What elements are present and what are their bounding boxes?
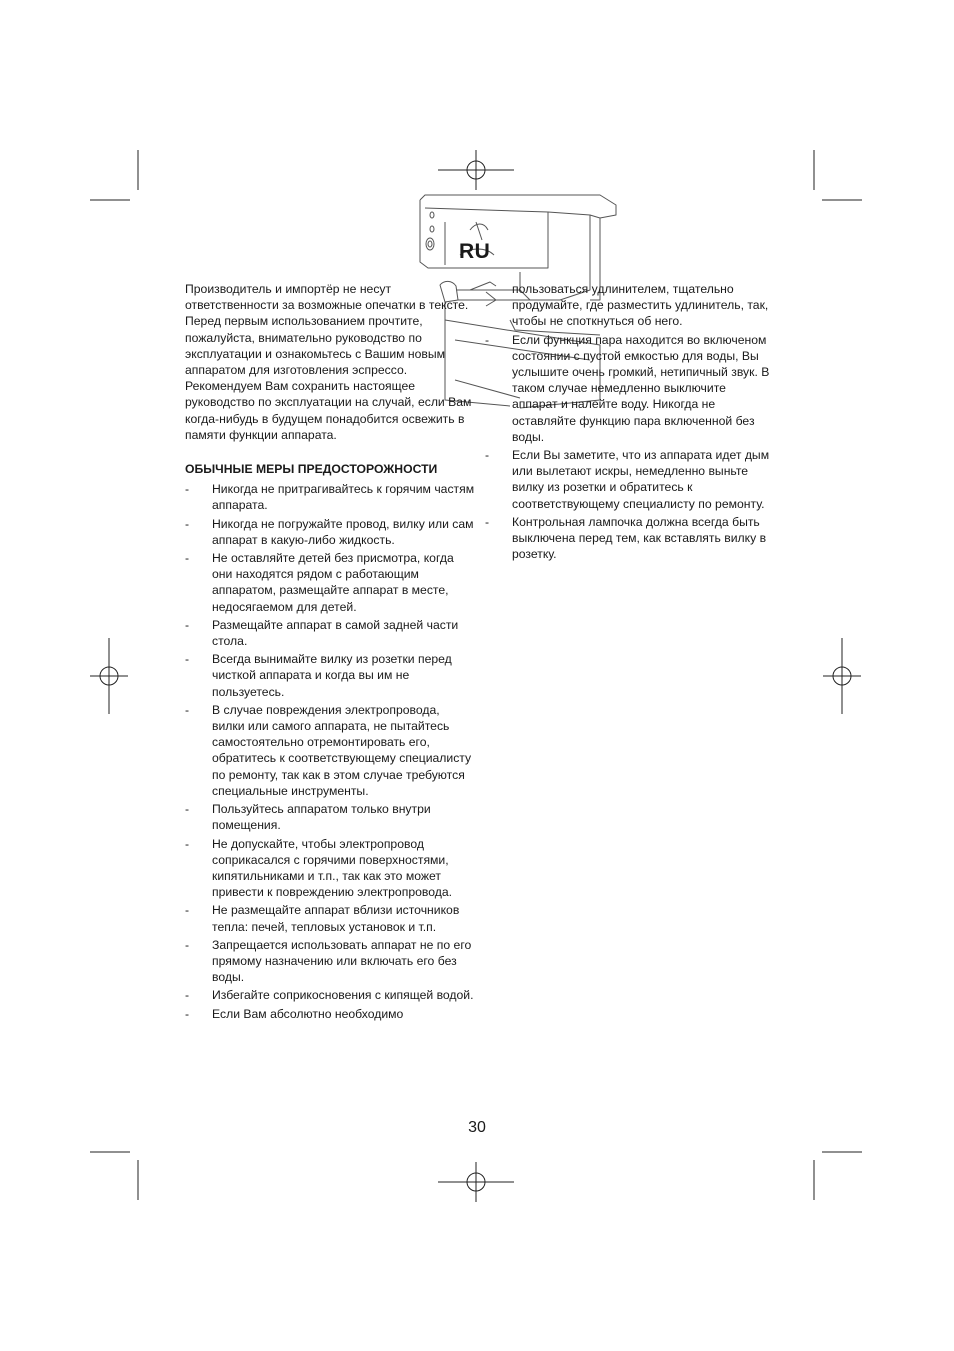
right-column bbox=[485, 281, 770, 564]
page-number: 30 bbox=[468, 1119, 486, 1136]
bullet-dash: - bbox=[185, 836, 190, 851]
bullet-dash: - bbox=[185, 652, 190, 667]
list-item: - Если Вам абсолютно необходимо bbox=[185, 1006, 404, 1021]
section-heading: ОБЫЧНЫЕ МЕРЫ ПРЕДОСТОРОЖНОСТИ bbox=[185, 462, 438, 477]
bullet-dash: - bbox=[485, 332, 490, 347]
precautions-list-right bbox=[485, 332, 770, 563]
bullet-dash: - bbox=[485, 514, 490, 529]
list-item: - Если функция пара находится во включеном состоянии с пустой емкостью для воды, Вы услышите очень громкий, нетипичный звук. В таком случае немедленно выключите аппарат и налейте воду. Никогда не оставляйте функцию пара включенной без воды. bbox=[485, 332, 770, 444]
bullet-dash: - bbox=[485, 448, 490, 463]
bullet-dash: - bbox=[185, 903, 190, 918]
bullet-dash: - bbox=[185, 516, 190, 531]
left-column bbox=[185, 281, 475, 1024]
bullet-dash: - bbox=[185, 937, 190, 952]
continued-item-text: пользоваться удлинителем, тщательно продумайте, где разместить удлинитель, так, чтобы не споткнуться об него. bbox=[512, 282, 769, 329]
disclaimer-paragraph: Производитель и импортёр не несут ответственности за возможные опечатки в тексте. bbox=[185, 282, 469, 313]
bullet-dash: - bbox=[185, 482, 190, 497]
list-item: - В случае повреждения электропровода, вилки или самого аппарата, не пытайтесь самостоятельно отремонтировать его, обратитесь к соответствующему специалисту по ремонту, так как в этом случае требуются специальные инструменты. bbox=[185, 702, 472, 798]
list-item: - Никогда не погружайте провод, вилку или сам аппарат в какую-либо жидкость. bbox=[185, 516, 474, 547]
bullet-dash: - bbox=[185, 551, 190, 566]
list-item: - Размещайте аппарат в самой задней части стола. bbox=[185, 617, 459, 649]
list-item: - Не допускайте, чтобы электропровод соприкасался с горячими поверхностями, кипятильниками и т.п., так как это может привести к повреждению электропровода. bbox=[185, 836, 452, 900]
bullet-dash: - bbox=[185, 1006, 190, 1021]
list-item: - Запрещается использовать аппарат не по его прямому назначению или включать его без воды. bbox=[185, 937, 472, 985]
bullet-dash: - bbox=[185, 988, 190, 1003]
list-item: - Не размещайте аппарат вблизи источников тепла: печей, тепловых установок и т.п. bbox=[185, 903, 460, 934]
precautions-list-left bbox=[185, 481, 475, 1022]
list-item: - Если Вы заметите, что из аппарата идет дым или вылетают искры, немедленно выньте вилку из розетки и обратитесь к соответствующему специалисту по ремонту. bbox=[485, 448, 770, 511]
list-item: - Пользуйтесь аппаратом только внутри помещения. bbox=[185, 802, 431, 833]
bullet-dash: - bbox=[185, 702, 190, 717]
list-item: - Не оставляйте детей без присмотра, когда они находятся рядом с работающим аппаратом, размещайте аппарат в месте, недосягаемом для детей. bbox=[185, 551, 454, 614]
language-badge: RU bbox=[459, 240, 491, 263]
list-item: - Всегда вынимайте вилку из розетки перед чисткой аппарата и когда вы им не пользуетесь. bbox=[185, 652, 452, 699]
list-item: - Никогда не притрагивайтесь к горячим частям аппарата. bbox=[185, 482, 475, 513]
list-item: - Избегайте соприкосновения с кипящей водой. bbox=[185, 988, 474, 1003]
list-item: - Контрольная лампочка должна всегда быть выключена перед тем, как вставлять вилку в розетку. bbox=[485, 514, 767, 562]
bullet-dash: - bbox=[185, 802, 190, 817]
intro-paragraph: Перед первым использованием прочтите, пожалуйста, внимательно руководство по эксплуатации и ознакомьтесь с Вашим новым аппаратом для изготовления эспрессо. Рекомендуем Вам сохранить настоящее руководство по эксплуатации на случай, если Вам когда-нибудь в будущем понадобится освежить в памяти функции аппарата. bbox=[185, 314, 472, 442]
bullet-dash: - bbox=[185, 617, 190, 632]
